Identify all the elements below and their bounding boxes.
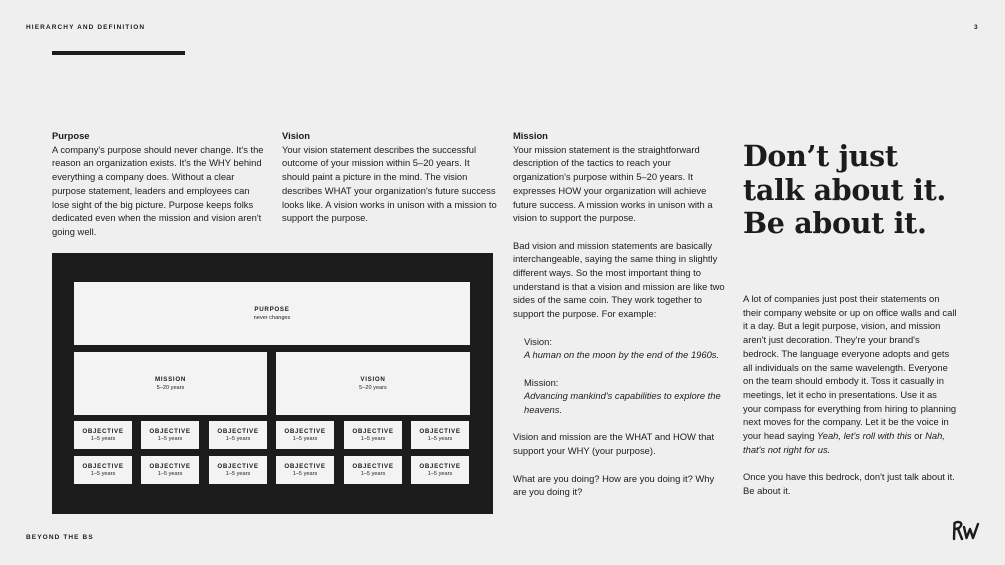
- objective-box-subtitle: 1–5 years: [292, 471, 318, 478]
- mission-box-title: MISSION: [154, 376, 187, 384]
- objective-box: [141, 456, 199, 484]
- objective-box-subtitle: 1–5 years: [360, 436, 386, 443]
- sidebar-text-a: A lot of companies just post their statements on their company website or up on office walls and call it a day. But a legit purpose, vision, and mission aren't just decoration. They're your brand's bedrock. The language everyone adopts and gets all individuals on the same wavelength. Everyone on the team should embody it. Toss it casually in meetings, let it echo in presentations. Use it as your compass for everything from hiring to planning next moves for the company. Let it be the voice in your head saying: [743, 293, 957, 442]
- objective-box-subtitle: 1–5 years: [427, 471, 453, 478]
- objective-box: [74, 456, 132, 484]
- objective-box: [344, 456, 402, 484]
- objective-box-subtitle: 1–5 years: [157, 471, 183, 478]
- mission-paragraph-4: What are you doing? How are you doing it? Why are you doing it?: [513, 472, 715, 498]
- objective-box: [276, 421, 334, 449]
- footer-brand: BEYOND THE BS: [26, 534, 94, 541]
- purpose-box-title: PURPOSE: [254, 306, 290, 314]
- purpose-box-subtitle: never changes: [253, 314, 291, 321]
- headline: [743, 140, 993, 241]
- sidebar-italic-1: Yeah, let's roll with this: [817, 430, 912, 442]
- example-mission-label: Mission:: [524, 376, 559, 388]
- objective-box: [344, 421, 402, 449]
- objective-box-subtitle: 1–5 years: [292, 436, 318, 443]
- hierarchy-diagram: [52, 253, 493, 514]
- purpose-box: [74, 282, 470, 345]
- purpose-heading: Purpose: [52, 130, 90, 141]
- page-number: 3: [974, 24, 979, 31]
- example-vision-label: Vision:: [524, 335, 552, 347]
- purpose-body: A company's purpose should never change. It's the reason an organization exists. It's the WHY behind everything a company does. Without a clear purpose statement, leaders and employees can lose sight of the big picture. Purpose keeps folks dedicated even when the mission and vision aren't going well.: [52, 143, 264, 237]
- mission-paragraph-2: Bad vision and mission statements are basically interchangeable, saying the same thing in slightly different ways. So the most important thing to understand is that a vision and mission are like two sides of the same coin. They work together to support the purpose. For example:: [513, 239, 725, 320]
- vision-box-title: VISION: [360, 376, 386, 384]
- objective-box: [74, 421, 132, 449]
- vision-heading: Vision: [282, 130, 310, 141]
- objective-box: [209, 421, 267, 449]
- vision-box-subtitle: 5–20 years: [359, 384, 387, 391]
- vision-box: [276, 352, 470, 415]
- mission-box: [74, 352, 267, 415]
- objective-box: [141, 421, 199, 449]
- headline-line-2: talk about it.: [743, 172, 947, 207]
- objective-box-subtitle: 1–5 years: [225, 436, 251, 443]
- objective-box-title: OBJECTIVE: [352, 427, 394, 435]
- objective-box-title: OBJECTIVE: [352, 462, 394, 470]
- example-mission-text: Advancing mankind's capabilities to explore the heavens.: [524, 390, 721, 416]
- headline-line-1: Don’t just: [743, 139, 898, 173]
- sidebar-italic-2: Nah, that's not right for us.: [743, 430, 945, 455]
- mission-column: [513, 129, 725, 499]
- headline-line-3: Be about it.: [743, 206, 927, 240]
- objective-box-title: OBJECTIVE: [419, 462, 461, 470]
- objective-box-subtitle: 1–5 years: [90, 471, 116, 478]
- sidebar-column: [743, 292, 957, 498]
- objective-box-subtitle: 1–5 years: [225, 471, 251, 478]
- objective-box: [411, 421, 469, 449]
- objective-box-title: OBJECTIVE: [284, 462, 326, 470]
- sidebar-paragraph-2: Once you have this bedrock, don't just talk about it. Be about it.: [743, 471, 955, 496]
- vision-body: Your vision statement describes the successful outcome of your mission within 5–20 years. It should paint a picture in the mind. The vision describes WHAT your organization's future success looks like. A vision works in unison with a mission to support the purpose.: [282, 143, 497, 224]
- objective-box-title: OBJECTIVE: [217, 462, 259, 470]
- mission-box-subtitle: 5–20 years: [156, 384, 185, 391]
- mission-body: Your mission statement is the straightforward description of the tactics to reach your organization's purpose within 5–20 years. It expresses HOW your organization will achieve future success. A mission works in unison with a vision to support the purpose.: [513, 143, 713, 224]
- objective-box-title: OBJECTIVE: [82, 462, 124, 470]
- objective-box: [276, 456, 334, 484]
- objective-box: [209, 456, 267, 484]
- example-vision-text: A human on the moon by the end of the 1960s.: [524, 349, 720, 361]
- objective-box-title: OBJECTIVE: [149, 427, 191, 435]
- section-title: HIERARCHY AND DEFINITION: [26, 24, 146, 31]
- objective-box-title: OBJECTIVE: [217, 427, 259, 435]
- objective-box-title: OBJECTIVE: [82, 427, 124, 435]
- objective-box-subtitle: 1–5 years: [360, 471, 386, 478]
- mission-heading: Mission: [513, 130, 548, 141]
- objective-box-title: OBJECTIVE: [284, 427, 326, 435]
- vision-column: [282, 129, 497, 225]
- brand-logo: [951, 518, 981, 542]
- objective-box-title: OBJECTIVE: [149, 462, 191, 470]
- objective-box: [411, 456, 469, 484]
- purpose-column: [52, 129, 264, 239]
- objective-box-title: OBJECTIVE: [419, 427, 461, 435]
- sidebar-paragraph-1: [743, 292, 957, 456]
- objective-box-subtitle: 1–5 years: [157, 436, 183, 443]
- objective-box-subtitle: 1–5 years: [90, 436, 116, 443]
- objective-box-subtitle: 1–5 years: [427, 436, 453, 443]
- sidebar-or: or: [911, 430, 926, 442]
- title-rule: [52, 51, 185, 55]
- mission-paragraph-3: Vision and mission are the WHAT and HOW that support your WHY (your purpose).: [513, 431, 715, 457]
